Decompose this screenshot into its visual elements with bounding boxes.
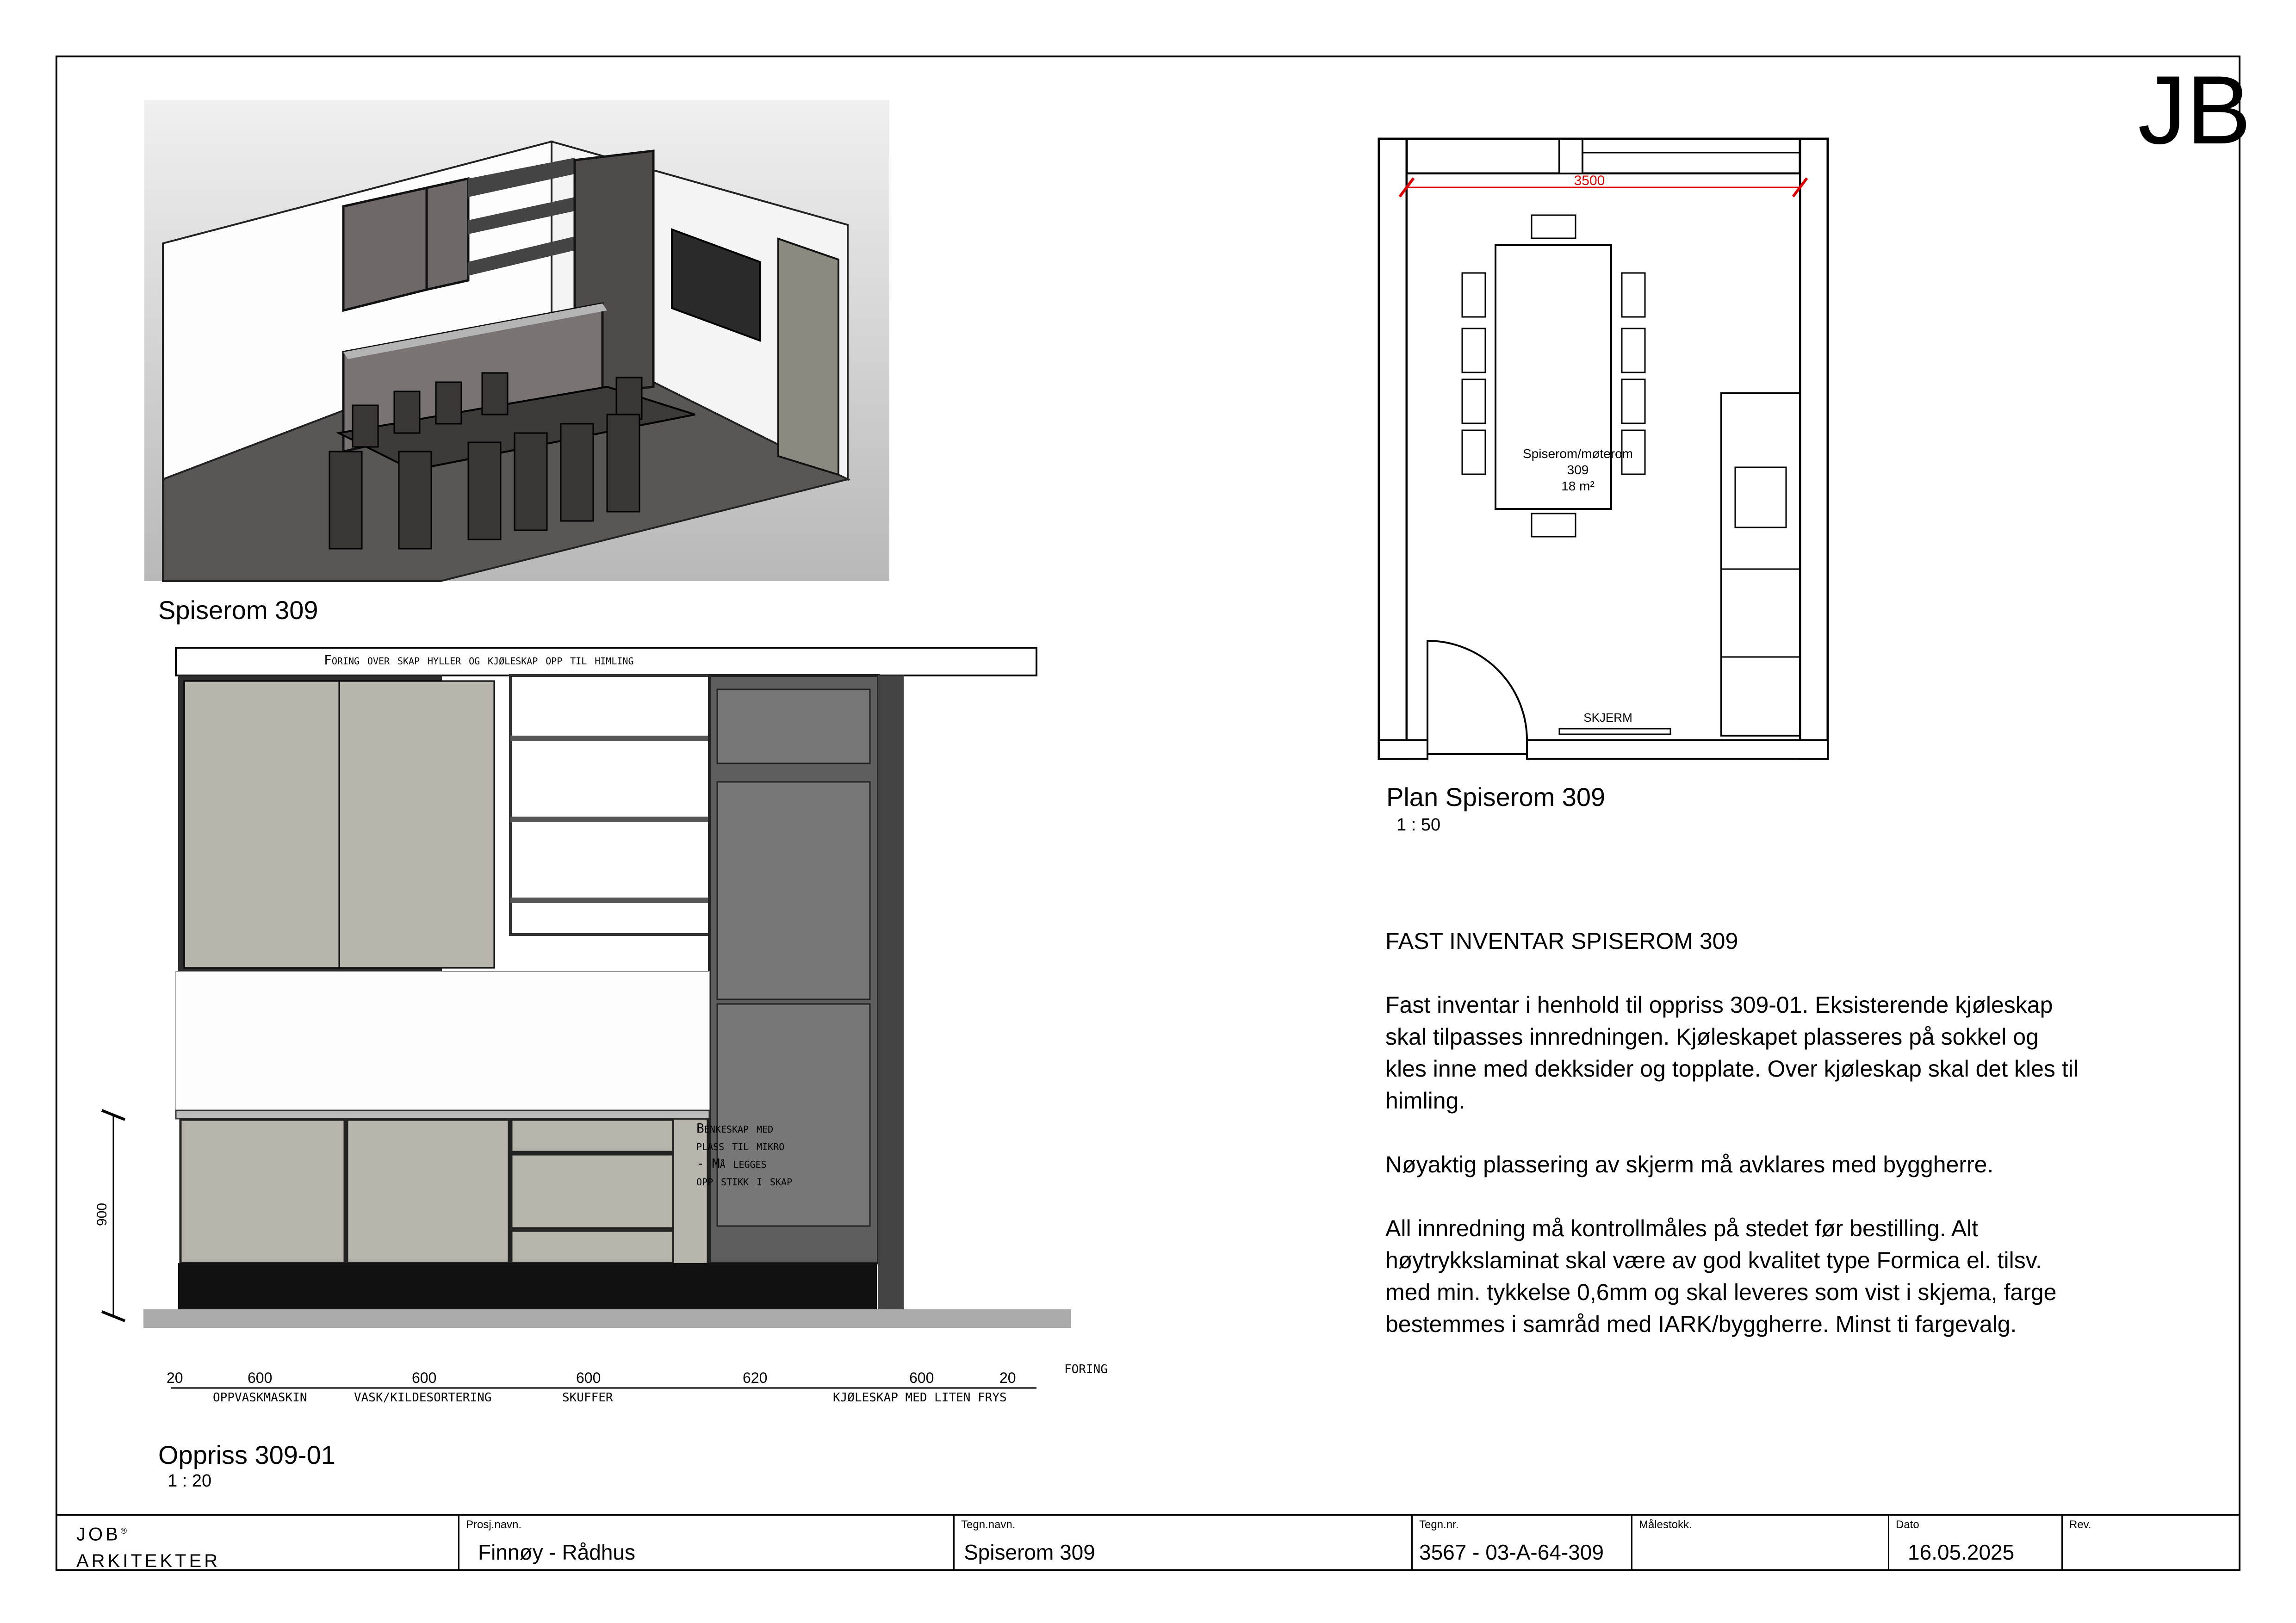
cabinet-note-line: - Må legges [696, 1156, 767, 1171]
scale-cell [1631, 1514, 1888, 1571]
cabinet-note-line: plass til mikro [696, 1138, 785, 1153]
notes-line: med min. tykkelse 0,6mm og skal leveres som vist i skjema, farge [1385, 1279, 2057, 1305]
scale-label: Målestokk. [1639, 1518, 1692, 1531]
notes-line: kles inne med dekksider og topplate. Over kjøleskap skal det kles til [1385, 1056, 2079, 1082]
elevation-cabinet-note [696, 1120, 792, 1190]
plan-room-area: 18 m² [1561, 479, 1595, 493]
drawing-cell [953, 1514, 1411, 1571]
drawing-label: Tegn.navn. [961, 1518, 1016, 1531]
notes-line: Nøyaktig plassering av skjerm må avklares med byggherre. [1385, 1152, 1994, 1177]
notes-line: høytrykkslaminat skal være av god kvalitet type Formica el. tilsv. [1385, 1247, 2042, 1273]
dim: 600 [909, 1369, 934, 1386]
rev-cell [2061, 1514, 2240, 1571]
dim: 600 [412, 1369, 437, 1386]
drawing-value: Spiserom 309 [964, 1540, 1095, 1564]
dim-label: VASK/KILDESORTERING [354, 1391, 492, 1405]
date-cell [1888, 1514, 2061, 1571]
plan-scale: 1 : 50 [1396, 815, 1441, 835]
elevation-height-dim: 900 [94, 1202, 110, 1226]
notes-line: Fast inventar i henhold til oppriss 309-01. Eksisterende kjøleskap [1385, 992, 2053, 1018]
company-line1: JOB [76, 1524, 121, 1545]
project-value: Finnøy - Rådhus [478, 1540, 636, 1564]
number-cell [1411, 1514, 1631, 1571]
dim-label: KJØLESKAP MED LITEN FRYS [833, 1391, 1007, 1405]
perspective-view [144, 100, 889, 581]
number-value: 3567 - 03-A-64-309 [1419, 1540, 1604, 1564]
elevation-top-note: Foring over skap hyller og kjøleskap opp til himling [324, 652, 634, 668]
notes [1385, 925, 2079, 1340]
company-block [76, 1518, 220, 1574]
project-label: Prosj.navn. [466, 1518, 522, 1531]
plan-dimension: 3500 [1574, 173, 1605, 188]
logo-text: JB [2138, 56, 2252, 164]
dim: 600 [576, 1369, 601, 1386]
number-label: Tegn.nr. [1419, 1518, 1459, 1531]
notes-line: himling. [1385, 1088, 1465, 1114]
plan-room-number: 309 [1567, 463, 1589, 477]
project-cell [458, 1514, 944, 1571]
company-line2: ARKITEKTER [76, 1551, 221, 1572]
foring-label: FORING [1064, 1363, 1108, 1376]
notes-line: All innredning må kontrollmåles på stedet før bestilling. Alt [1385, 1215, 1979, 1241]
plan-title: Plan Spiserom 309 [1386, 782, 1606, 812]
date-value: 16.05.2025 [1908, 1540, 2015, 1564]
cabinet-note-line: opp stikk i skap [696, 1173, 793, 1189]
plan-screen-label: SKJERM [1583, 711, 1632, 725]
plan-view [1374, 134, 1828, 773]
rev-label: Rev. [2069, 1518, 2091, 1531]
elevation-title: Oppriss 309-01 [158, 1440, 335, 1469]
perspective-title: Spiserom 309 [158, 595, 318, 625]
date-label: Dato [1896, 1518, 1919, 1531]
dim-label: OPPVASKMASKIN [213, 1391, 307, 1405]
notes-line: bestemmes i samråd med IARK/byggherre. Minst ti fargevalg. [1385, 1311, 2017, 1337]
dim: 20 [999, 1369, 1016, 1386]
cabinet-note-line: Benkeskap med [696, 1121, 774, 1136]
company-reg: ® [120, 1526, 130, 1536]
dim: 600 [248, 1369, 273, 1386]
dim: 20 [167, 1369, 183, 1386]
dim: 620 [743, 1369, 768, 1386]
plan-room-name: Spiserom/møterom [1522, 446, 1633, 461]
notes-heading: FAST INVENTAR SPISEROM 309 [1385, 928, 1738, 954]
elevation-scale: 1 : 20 [168, 1471, 212, 1491]
logo [2124, 56, 2252, 167]
elevation-view [94, 638, 1120, 1425]
notes-line: skal tilpasses innredningen. Kjøleskapet plasseres på sokkel og [1385, 1024, 2039, 1050]
dim-label: SKUFFER [562, 1391, 613, 1405]
